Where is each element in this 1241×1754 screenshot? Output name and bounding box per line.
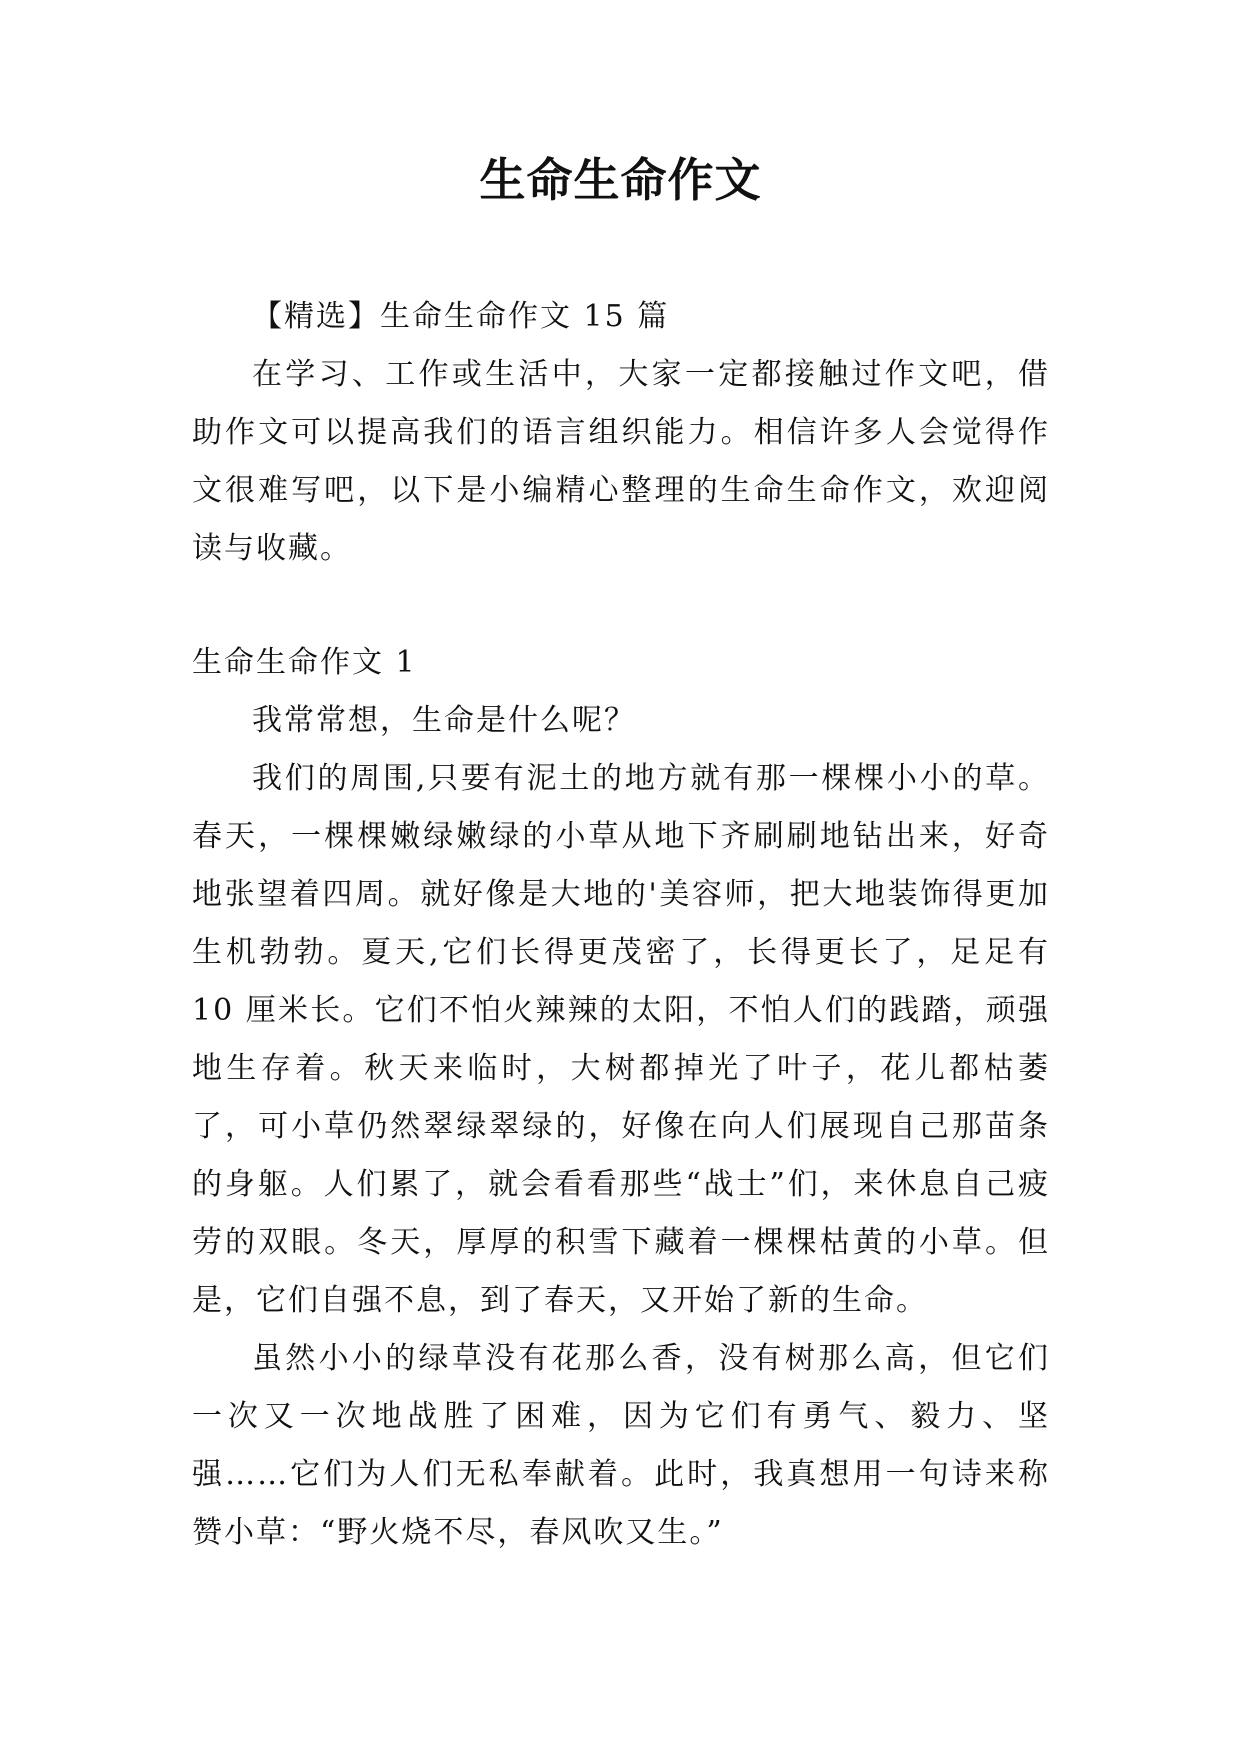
essay-paragraph-3: 虽然小小的绿草没有花那么香，没有树那么高，但它们一次又一次地战胜了困难，因为它们有勇气、毅力、坚强……它们为人们无私奉献着。此时，我真想用一句诗来称赞小草：“野火烧不尽，春风吹又生。” (192, 1341, 1050, 1550)
section-heading: 生命生命作文 1 (192, 645, 417, 680)
document-subtitle: 【精选】生命生命作文 15 篇 (252, 299, 670, 334)
intro-block (192, 288, 1050, 578)
essay-paragraph-1: 我常常想，生命是什么呢？ (252, 703, 636, 738)
essay-block (192, 634, 1050, 1562)
intro-paragraph: 在学习、工作或生活中，大家一定都接触过作文吧，借助作文可以提高我们的语言组织能力。相信许多人会觉得作文很难写吧，以下是小编精心整理的生命生命作文，欢迎阅读与收藏。 (192, 357, 1050, 566)
document-title: 生命生命作文 (479, 153, 762, 207)
essay-paragraph-2: 我们的周围,只要有泥土的地方就有那一棵棵小小的草。春天，一棵棵嫩绿嫩绿的小草从地下齐刷刷地钻出来，好奇地张望着四周。就好像是大地的'美容师，把大地装饰得更加生机勃勃。夏天,它们长得更茂密了，长得更长了，足足有 10 厘米长。它们不怕火辣辣的太阳，不怕人们的践踏，顽强地生存着。秋天来临时，大树都掉光了叶子，花儿都枯萎了，可小草仍然翠绿翠绿的，好像在向人们展现自己那苗条的身躯。人们累了，就会看看那些“战士”们，来休息自己疲劳的双眼。冬天，厚厚的积雪下藏着一棵棵枯黄的小草。但是，它们自强不息，到了春天，又开始了新的生命。 (192, 761, 1050, 1318)
